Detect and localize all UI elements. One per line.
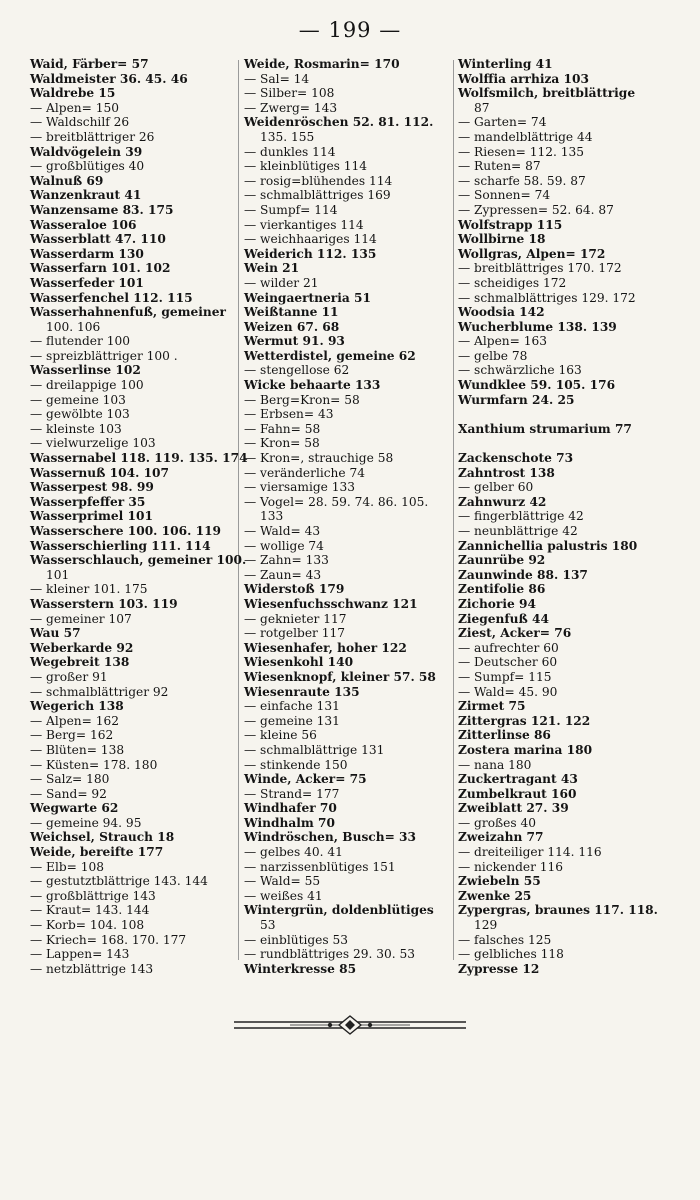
index-entry: — gewölbte 103 xyxy=(30,407,130,422)
index-entry: — kleinblütiges 114 xyxy=(244,159,368,174)
index-entry: Walnuß 69 xyxy=(30,173,104,188)
index-entry: Wasserfarn 101. 102 xyxy=(30,261,171,276)
index-entry: Wundklee 59. 105. 176 xyxy=(458,378,616,393)
index-entry: — kleinste 103 xyxy=(30,421,122,436)
index-entry: — Zaun= 43 xyxy=(244,567,322,582)
index-entry: Wasserhahnenfuß, gemeiner xyxy=(30,305,226,320)
index-entry: — aufrechter 60 xyxy=(458,640,559,655)
index-entry: 100. 106 xyxy=(46,319,101,334)
index-entry: — vielwurzelige 103 xyxy=(30,436,156,451)
index-entry: — Sonnen= 74 xyxy=(458,188,551,203)
index-entry: Wiesenraute 135 xyxy=(244,684,360,699)
index-entry: Windhafer 70 xyxy=(244,801,337,816)
index-entry: — wilder 21 xyxy=(244,275,319,290)
index-entry: Wanzensame 83. 175 xyxy=(30,202,174,217)
index-entry: Xanthium strumarium 77 xyxy=(458,421,632,436)
index-entry: — stengellose 62 xyxy=(244,363,350,378)
index-entry: — rosig=blühendes 114 xyxy=(244,173,393,188)
index-entry: Zentifolie 86 xyxy=(458,582,546,597)
index-entry: — wollige 74 xyxy=(244,538,324,553)
index-entry: — rundblättriges 29. 30. 53 xyxy=(244,947,416,962)
index-entry: — gelbliches 118 xyxy=(458,947,564,962)
index-entry: — gemeine 94. 95 xyxy=(30,815,142,830)
index-entry: — falsches 125 xyxy=(458,932,552,947)
index-entry: — Wald= 55 xyxy=(244,874,321,889)
index-entry: — nana 180 xyxy=(458,757,532,772)
index-entry: — Korb= 104. 108 xyxy=(30,918,145,933)
index-entry: — netzblättrige 143 xyxy=(30,961,154,976)
index-entry: — großblättrige 143 xyxy=(30,888,156,903)
index-entry: — breitblättriges 170. 172 xyxy=(458,261,622,276)
index-entry: Wasserpest 98. 99 xyxy=(30,480,154,495)
index-entry: — spreizblättriger 100 . xyxy=(30,348,178,363)
index-entry: — Blüten= 138 xyxy=(30,742,125,757)
index-column-3 xyxy=(458,57,680,976)
index-entry: Zypergras, braunes 117. 118. xyxy=(458,903,658,918)
index-entry: Zaunwinde 88. 137 xyxy=(458,567,588,582)
index-entry: — dunkles 114 xyxy=(244,144,336,159)
index-entry: — Alpen= 162 xyxy=(30,713,119,728)
index-entry: Wasserschierling 111. 114 xyxy=(30,538,211,553)
index-entry: — Elb= 108 xyxy=(30,859,105,874)
index-entry: Wucherblume 138. 139 xyxy=(458,319,617,334)
index-entry: — gelbes 40. 41 xyxy=(244,845,343,860)
index-entry: Wasserprimel 101 xyxy=(30,509,153,524)
index-entry: Zitterlinse 86 xyxy=(458,728,551,743)
index-entry: Ziest, Acker= 76 xyxy=(458,626,572,641)
index-entry: Zirmet 75 xyxy=(458,699,526,714)
index-entry: — Ruten= 87 xyxy=(458,159,541,174)
index-entry: — Strand= 177 xyxy=(244,786,340,801)
index-entry: — einblütiges 53 xyxy=(244,932,349,947)
index-entry: — gemeiner 107 xyxy=(30,611,132,626)
index-entry: — Zypressen= 52. 64. 87 xyxy=(458,202,614,217)
index-entry: — gemeine 131 xyxy=(244,713,340,728)
index-entry: Wasserdarm 130 xyxy=(30,246,144,261)
index-entry: — kleine 56 xyxy=(244,728,317,743)
index-entry: Wiesenhafer, hoher 122 xyxy=(244,640,407,655)
index-entry: — neunblättrige 42 xyxy=(458,524,578,538)
index-entry: — schwärzliche 163 xyxy=(458,363,582,378)
index-entry: — Kron=, strauchige 58 xyxy=(244,451,394,466)
index-entry: Wermut 91. 93 xyxy=(244,334,345,349)
index-entry: 53 xyxy=(260,918,276,933)
index-entry: — Waldschilf 26 xyxy=(30,115,130,130)
index-entry: Wasserstern 103. 119 xyxy=(30,596,178,611)
index-entry: — Erbsen= 43 xyxy=(244,407,334,422)
index-entry: — schmalblättriger 92 xyxy=(30,684,169,699)
index-entry: Wasserlinse 102 xyxy=(30,363,141,378)
index-entry: Zumbelkraut 160 xyxy=(458,786,577,801)
index-entry: — Berg= 162 xyxy=(30,728,114,743)
index-gap xyxy=(458,436,680,451)
index-entry: 133 xyxy=(260,509,284,524)
index-entry: — vierkantiges 114 xyxy=(244,217,364,232)
index-entry: — Berg=Kron= 58 xyxy=(244,392,360,407)
index-entry: Wassernuß 104. 107 xyxy=(30,465,170,480)
index-entry: — Fahn= 58 xyxy=(244,421,321,436)
index-entry: Weide, Rosmarin= 170 xyxy=(244,57,400,71)
index-entry: Zypresse 12 xyxy=(458,961,540,976)
index-entry: Wolffia arrhiza 103 xyxy=(458,71,589,86)
index-entry: Weizen 67. 68 xyxy=(244,319,340,334)
index-entry: — geknieter 117 xyxy=(244,611,347,626)
index-entry: 135. 155 xyxy=(260,129,315,144)
index-entry: — Vogel= 28. 59. 74. 86. 105. xyxy=(244,494,429,509)
index-entry: — Salz= 180 xyxy=(30,772,110,787)
index-entry: Weiderich 112. 135 xyxy=(244,246,377,261)
index-entry: Ziegenfuß 44 xyxy=(458,611,549,626)
index-entry: — rotgelber 117 xyxy=(244,626,346,641)
index-entry: — schmalblättriges 129. 172 xyxy=(458,290,636,305)
index-entry: — Zahn= 133 xyxy=(244,553,329,568)
index-entry: — kleiner 101. 175 xyxy=(30,582,148,597)
index-entry: — Alpen= 163 xyxy=(458,334,547,349)
index-entry: Wein 21 xyxy=(244,261,300,276)
index-entry: — weichhaariges 114 xyxy=(244,232,377,247)
index-entry: — Sand= 92 xyxy=(30,786,107,801)
index-entry: Weingaertneria 51 xyxy=(244,290,371,305)
index-entry: — einfache 131 xyxy=(244,699,340,714)
index-entry: Wassernabel 118. 119. 135. 174 xyxy=(30,451,248,466)
index-entry: — gelber 60 xyxy=(458,480,534,495)
index-entry: Wollgras, Alpen= 172 xyxy=(458,246,606,261)
index-entry: — gemeine 103 xyxy=(30,392,126,407)
index-column-1 xyxy=(30,57,248,976)
index-entry: — Alpen= 150 xyxy=(30,100,119,115)
index-entry: — nickender 116 xyxy=(458,859,564,874)
index-gap xyxy=(458,407,680,422)
index-entry: — großblütiges 40 xyxy=(30,159,145,174)
index-entry: Wetterdistel, gemeine 62 xyxy=(244,348,416,363)
index-entry: Wollbirne 18 xyxy=(458,232,546,247)
index-entry: — Lappen= 143 xyxy=(30,947,130,962)
index-entry: Weichsel, Strauch 18 xyxy=(30,830,175,845)
index-entry: — narzissenblütiges 151 xyxy=(244,859,396,874)
index-entry: — gestutztblättrige 143. 144 xyxy=(30,874,208,889)
index-entry: — Kraut= 143. 144 xyxy=(30,903,150,918)
index-entry: — Zwerg= 143 xyxy=(244,100,338,115)
index-entry: Wegerich 138 xyxy=(30,699,124,714)
index-entry: — Sal= 14 xyxy=(244,71,310,86)
index-entry: Weide, bereifte 177 xyxy=(30,845,164,860)
index-entry: Zannichellia palustris 180 xyxy=(458,538,638,553)
index-entry: — Küsten= 178. 180 xyxy=(30,757,158,772)
index-entry: Wasserschlauch, gemeiner 100. xyxy=(30,553,247,568)
index-entry: Zuckertragant 43 xyxy=(458,772,578,787)
index-entry: Winterling 41 xyxy=(458,57,553,71)
index-entry: Weidenröschen 52. 81. 112. xyxy=(244,115,434,130)
index-entry: — dreilappige 100 xyxy=(30,378,144,393)
index-entry: — flutender 100 xyxy=(30,334,130,349)
index-entry: — viersamige 133 xyxy=(244,480,356,495)
index-entry: — Kron= 58 xyxy=(244,436,320,451)
index-entry: Zostera marina 180 xyxy=(458,742,593,757)
index-entry: Wasserschere 100. 106. 119 xyxy=(30,524,222,538)
index-entry: — schmalblättrige 131 xyxy=(244,742,385,757)
index-entry: Wintergrün, doldenblütiges xyxy=(244,903,434,918)
index-entry: Wurmfarn 24. 25 xyxy=(458,392,575,407)
index-entry: Waldvögelein 39 xyxy=(30,144,143,159)
index-entry: Zahnwurz 42 xyxy=(458,494,547,509)
index-entry: 87 xyxy=(474,100,490,115)
column-divider-2 xyxy=(453,60,454,960)
index-entry: Weißtanne 11 xyxy=(244,305,339,320)
index-entry: — scheidiges 172 xyxy=(458,275,567,290)
index-entry: Zittergras 121. 122 xyxy=(458,713,591,728)
index-entry: Wasserblatt 47. 110 xyxy=(30,232,166,247)
index-entry: — Sumpf= 114 xyxy=(244,202,338,217)
index-column-2 xyxy=(244,57,451,976)
index-entry: Wegebreit 138 xyxy=(30,655,130,670)
index-entry: — breitblättriger 26 xyxy=(30,129,155,144)
index-entry: — dreiteiliger 114. 116 xyxy=(458,845,602,860)
index-entry: Wasseraloe 106 xyxy=(30,217,137,232)
index-entry: — großes 40 xyxy=(458,815,537,830)
index-entry: Zwiebeln 55 xyxy=(458,874,541,889)
column-divider-1 xyxy=(238,60,239,960)
index-entry: — gelbe 78 xyxy=(458,348,528,363)
index-entry: — Sumpf= 115 xyxy=(458,669,552,684)
index-entry: Zwenke 25 xyxy=(458,888,532,903)
index-entry: Windröschen, Busch= 33 xyxy=(244,830,416,845)
index-entry: — fingerblättrige 42 xyxy=(458,509,584,524)
index-entry: Zweiblatt 27. 39 xyxy=(458,801,569,816)
index-entry: Wanzenkraut 41 xyxy=(30,188,142,203)
index-entry: 129 xyxy=(474,918,498,933)
index-entry: — mandelblättrige 44 xyxy=(458,129,593,144)
index-entry: — weißes 41 xyxy=(244,888,323,903)
index-entry: Zaunrübe 92 xyxy=(458,553,546,568)
index-entry: 101 xyxy=(46,567,70,582)
index-entry: Wolfsmilch, breitblättrige xyxy=(458,86,636,101)
index-entry: Waid, Färber= 57 xyxy=(30,57,149,71)
index-entry: — stinkende 150 xyxy=(244,757,348,772)
index-entry: Wiesenfuchsschwanz 121 xyxy=(244,596,418,611)
index-entry: Woodsia 142 xyxy=(458,305,545,320)
index-entry: — schmalblättriges 169 xyxy=(244,188,391,203)
index-entry: Wicke behaarte 133 xyxy=(244,378,381,393)
index-entry: Zackenschote 73 xyxy=(458,451,574,466)
index-entry: Waldmeister 36. 45. 46 xyxy=(30,71,188,86)
index-entry: Winterkresse 85 xyxy=(244,961,357,976)
index-entry: Wau 57 xyxy=(30,626,81,641)
index-entry: Weberkarde 92 xyxy=(30,640,134,655)
index-entry: Wasserfenchel 112. 115 xyxy=(30,290,193,305)
index-entry: — Riesen= 112. 135 xyxy=(458,144,585,159)
index-entry: Windhalm 70 xyxy=(244,815,335,830)
index-entry: Zweizahn 77 xyxy=(458,830,544,845)
index-entry: Wasserpfeffer 35 xyxy=(30,494,146,509)
index-entry: — Wald= 45. 90 xyxy=(458,684,558,699)
index-entry: — Deutscher 60 xyxy=(458,655,558,670)
index-entry: — Garten= 74 xyxy=(458,115,547,130)
index-entry: Wiesenkohl 140 xyxy=(244,655,354,670)
index-entry: Widerstoß 179 xyxy=(244,582,345,597)
index-entry: — veränderliche 74 xyxy=(244,465,366,480)
index-entry: Wolfstrapp 115 xyxy=(458,217,563,232)
index-entry: Winde, Acker= 75 xyxy=(244,772,367,787)
index-entry: Wasserfeder 101 xyxy=(30,275,144,290)
end-ornament xyxy=(230,1012,470,1038)
index-entry: Waldrebe 15 xyxy=(30,86,116,101)
index-entry: — scharfe 58. 59. 87 xyxy=(458,173,586,188)
page-number: — 199 — xyxy=(298,18,402,42)
index-entry: Wiesenknopf, kleiner 57. 58 xyxy=(244,669,436,684)
index-entry: — Wald= 43 xyxy=(244,524,321,538)
index-entry: — Kriech= 168. 170. 177 xyxy=(30,932,187,947)
index-entry: — Silber= 108 xyxy=(244,86,335,101)
index-entry: Zahntrost 138 xyxy=(458,465,555,480)
index-entry: Zichorie 94 xyxy=(458,596,536,611)
index-entry: — großer 91 xyxy=(30,669,108,684)
index-entry: Wegwarte 62 xyxy=(30,801,119,816)
